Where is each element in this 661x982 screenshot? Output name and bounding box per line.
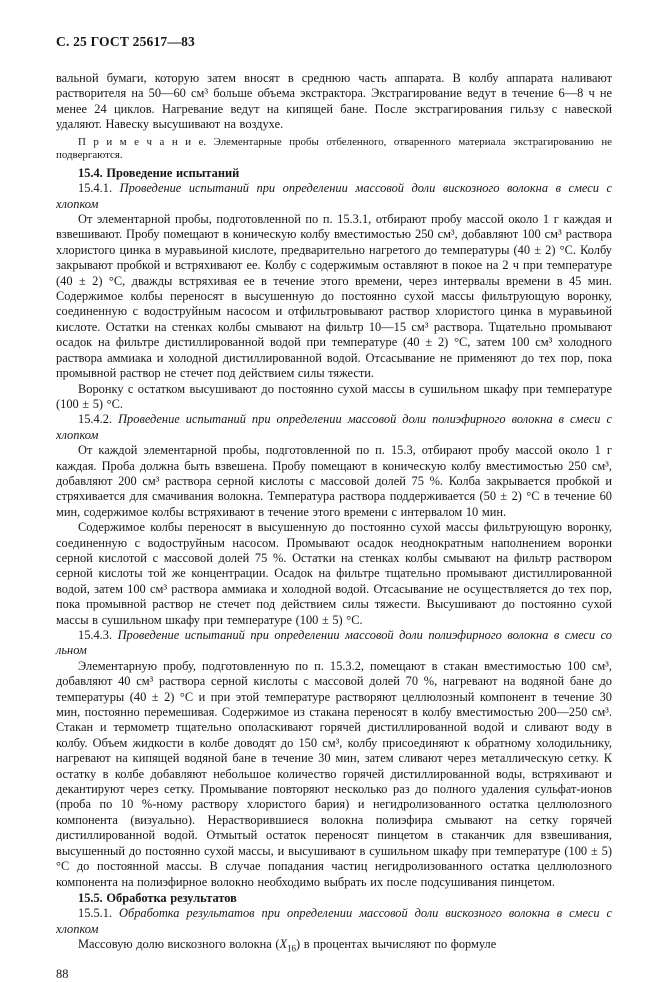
note-text: Элементарные пробы отбеленного, отваренного материала экстрагированию не подвергаются. bbox=[56, 135, 612, 162]
note-label: П р и м е ч а н и е. bbox=[78, 135, 207, 148]
subsection-number: 15.5.1. bbox=[78, 906, 120, 921]
formula-intro-text: Массовую долю вискозного волокна ( bbox=[78, 937, 280, 952]
subsection-heading-15-5-1 bbox=[56, 906, 612, 937]
formula-variable: Х bbox=[279, 937, 288, 952]
formula-intro-text-end: ) в процентах вычисляют по формуле bbox=[296, 937, 497, 952]
subsection-title: Проведение испытаний при определении массовой доли полиэфирного волокна в смеси с хлопком bbox=[56, 412, 613, 442]
note-paragraph bbox=[56, 136, 612, 163]
formula-variable-subscript: 16 bbox=[287, 943, 297, 954]
section-heading-15-4: 15.4. Проведение испытаний bbox=[78, 165, 240, 180]
subsection-heading-15-4-2 bbox=[56, 412, 612, 443]
intro-paragraph: вальной бумаги, которую затем вносят в среднюю часть аппарата. В колбу аппарата наливают растворителя на 50—60 см³ больше объема экстрактора. Экстрагирование ведут в течение 6—8 ч не менее 24 циклов. Нагревание ведут на кипящей бане. После экстрагирования гильзу с навеской удаляют. Навеску высушивают на воздухе. bbox=[56, 71, 612, 132]
page-header: С. 25 ГОСТ 25617—83 bbox=[56, 34, 195, 49]
subsection-number: 15.4.2. bbox=[78, 412, 119, 427]
subsection-title: Обработка результатов при определении массовой доли вискозного волокна в смеси с хлопком bbox=[56, 906, 613, 936]
paragraph-15-4-2-2: Содержимое колбы переносят в высушенную до постоянно сухой массы фильтрующую воронку, соединенную с водоструйным насосом. Промывают осадок неоднократным наполнением воронки серной кислотой с массовой долей 75 %. Остатки на стенках колбы смывают на фильтр раствором серной кислоты той же концентрации. Осадок на фильтре тщательно промывают дистиллированной водой, затем 100 см³ раствора аммиака и холодной водой. Отсасывание не осуществляется до тех пор, пока промывной раствор не стечет под действием силы тяжести. Высушивают до постоянно сухой массы в сушильном шкафу при температуре (100 ± 5) °С. bbox=[56, 520, 612, 627]
subsection-heading-15-4-1 bbox=[56, 181, 612, 212]
document-body bbox=[56, 71, 612, 982]
paragraph-15-4-2-1: От каждой элементарной пробы, подготовленной по п. 15.3, отбирают пробу массой около 1 г каждая. Проба должна быть взвешена. Пробу помещают в коническую колбу вместимостью 250 см³, добавляют 200 см³ раствора серной кислоты с массовой долей 75 %. Колба закрывается пробкой и стряхивается для смачивания волокна. Температура раствора поддерживается (50 ± 2) °С в течение 60 мин, содержимое колбы встряхивают в течение этого времени с интервалом 10 мин. bbox=[56, 443, 612, 519]
subsection-title: Проведение испытаний при определении массовой доли полиэфирного волокна в смеси со льном bbox=[56, 628, 612, 658]
section-heading-15-5: 15.5. Обработка результатов bbox=[78, 890, 237, 905]
subsection-heading-15-4-3 bbox=[56, 628, 612, 659]
subsection-number: 15.4.1. bbox=[78, 181, 120, 196]
subsection-title: Проведение испытаний при определении массовой доли вискозного волокна в смеси с хлопком bbox=[56, 181, 612, 211]
paragraph-15-5-1-1 bbox=[56, 937, 612, 952]
page-number: 88 bbox=[56, 966, 69, 981]
paragraph-15-4-1-1: От элементарной пробы, подготовленной по п. 15.3.1, отбирают пробу массой около 1 г каждая и взвешивают. Пробу помещают в коническую колбу вместимостью 250 см³, добавляют 100 см³ раствора хлористого цинка в муравьиной кислоте, предварительно нагретого до температуры (40 ± 2) °С. Колбу закрывают пробкой и встряхивают ее. Колбу с содержимым оставляют в покое на 2 ч при температуре (40 ± 2) °С, дважды встряхивая ее в течение этого времени, через интервалы времени в 45 мин. Содержимое колбы переносят в высушенную до постоянно сухой массы фильтрующую воронку, соединенную с водоструйным насосом и отфильтровывают раствор хлористого цинка в муравьиной кислоте. Остатки на стенках колбы смывают на фильтр 10—15 см³ раствора. Тщательно промывают осадок на фильтре дистиллированной водой при температуре (40 ± 2) °С, затем 100 см³ холодного раствора аммиака и холодной дистиллированной водой. Отсасывание не применяют до тех пор, пока промывной раствор не стечет под действием силы тяжести. bbox=[56, 212, 612, 381]
subsection-number: 15.4.3. bbox=[78, 628, 118, 642]
paragraph-15-4-1-2: Воронку с остатком высушивают до постоянно сухой массы в сушильном шкафу при температуре (100 ± 5) °С. bbox=[56, 381, 612, 411]
paragraph-15-4-3-1: Элементарную пробу, подготовленную по п. 15.3.2, помещают в стакан вместимостью 100 см³, добавляют 40 см³ раствора серной кислоты с массовой долей 70 %, нагревают на водяной бане до температуры (40 ± 2) °С и при этой температуре растворяют целлюлозный компонент в течение 30 мин, постоянно перемешивая. Содержимое из стакана переносят в колбу вместимостью 200—250 см³. Стакан и термометр тщательно ополаскивают горячей дистиллированной водой и сливают воду в колбу. Объем жидкости в колбе доводят до 150 см³, колбу присоединяют к обратному холодильнику, нагревают на кипящей водяной бане в течение 30 мин, затем сливают через металлическую сетку. К остатку в колбе добавляют небольшое количество горячей дистиллированной воды, встряхивают и декантируют через сетку. Промывание повторяют несколько раз до полного удаления сульфат-ионов (проба по 10 %-ному раствору хлористого бария) и негидролизованного остатка целлюлозного компонента (визуально). Нерастворившиеся волокна полиэфира смывают на сетку горячей дистиллированной водой. Отмытый остаток переносят пинцетом в стаканчик для взвешивания, высушенный до постоянно сухой массы, и высушивают в сушильном шкафу при температуре (100 ± 5) °С до постоянной массы. В случае попадания частиц негидролизованного остатка целлюлозного компонента на полиэфирное волокно необходимо выбрать их после подсушивания пинцетом. bbox=[56, 658, 612, 889]
